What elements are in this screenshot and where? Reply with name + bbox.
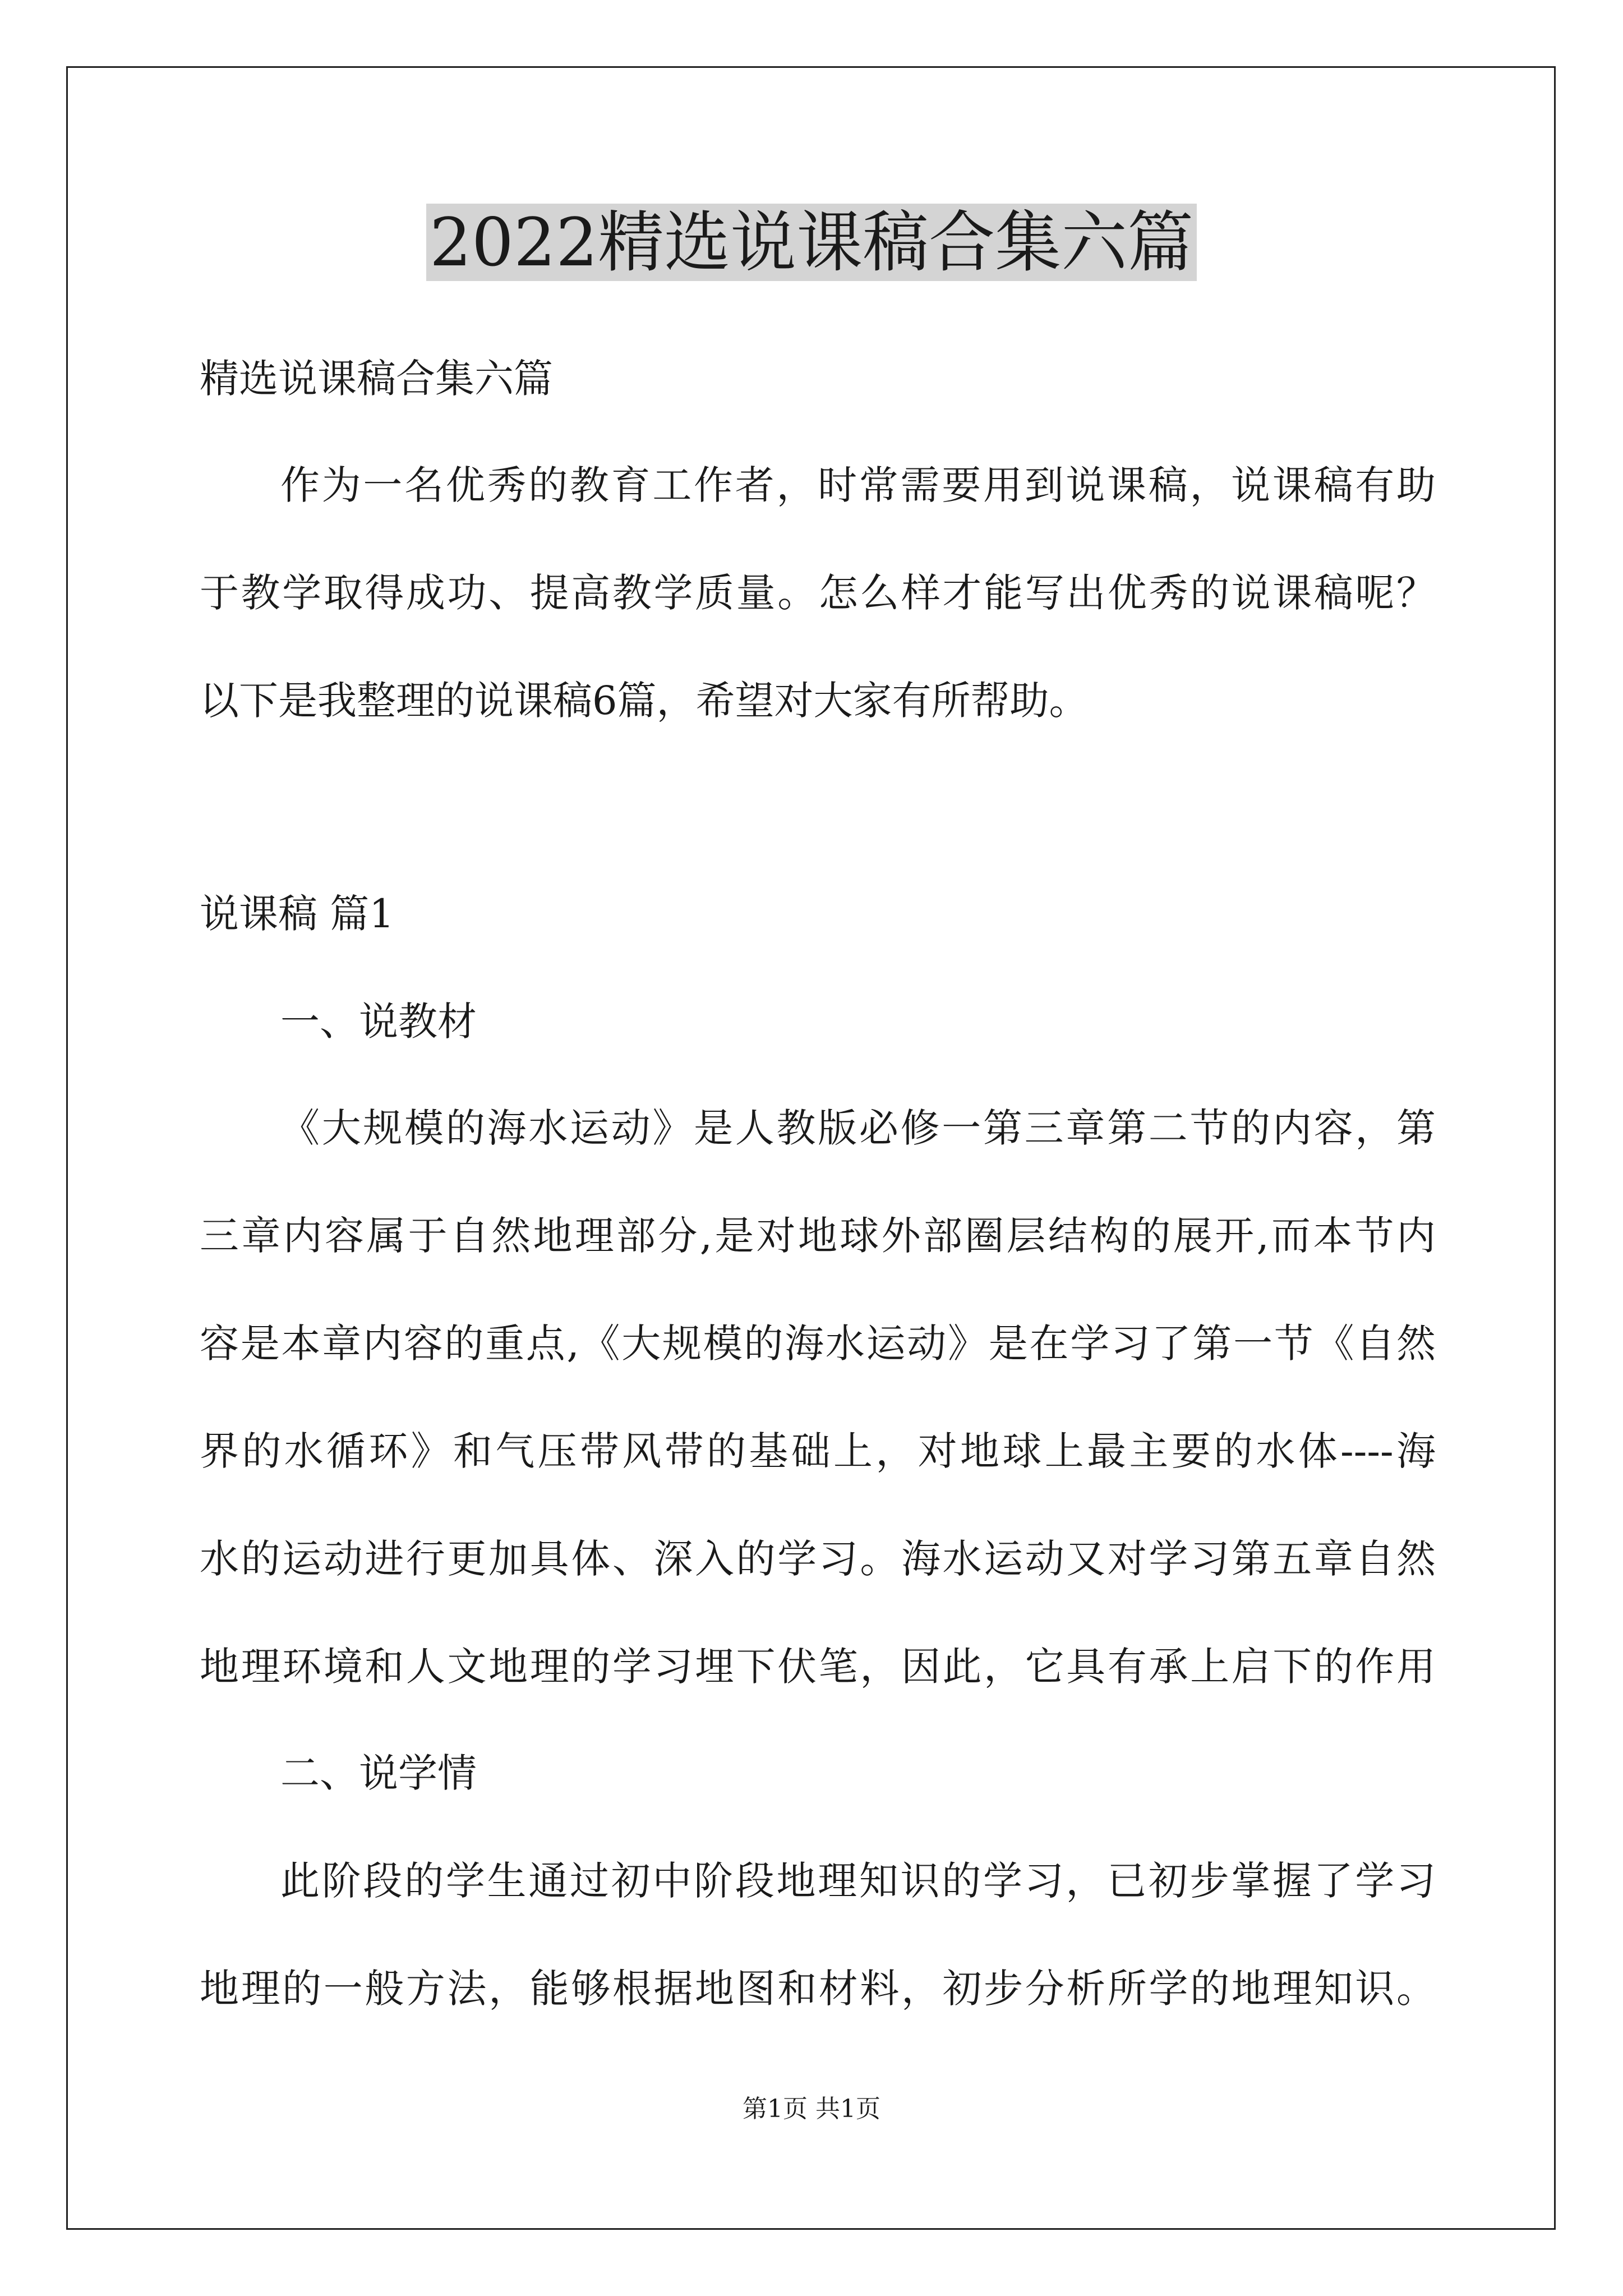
intro-line-3: 以下是我整理的说课稿6篇，希望对大家有所帮助。 (200, 678, 1089, 724)
part1-heading: 一、说教材 (280, 999, 477, 1045)
document-title (0, 203, 1623, 282)
part1-line-5: 水的运动进行更加具体、深入的学习。海水运动又对学习第五章自然 (200, 1536, 1436, 1582)
part2-line-2: 地理的一般方法，能够根据地图和材料，初步分析所学的地理知识。 (200, 1966, 1436, 2012)
section-heading: 说课稿 篇1 (200, 891, 394, 937)
part2-heading: 二、说学情 (280, 1750, 477, 1796)
document-subtitle: 精选说课稿合集六篇 (200, 356, 553, 402)
intro-line-2: 于教学取得成功、提高教学质量。怎么样才能写出优秀的说课稿呢？ (200, 570, 1436, 616)
part2-line-1: 此阶段的学生通过初中阶段地理知识的学习，已初步掌握了学习 (280, 1858, 1436, 1904)
part1-line-1: 《大规模的海水运动》是人教版必修一第三章第二节的内容，第 (280, 1105, 1436, 1151)
part1-line-6: 地理环境和人文地理的学习埋下伏笔，因此，它具有承上启下的作用 (200, 1644, 1436, 1690)
part1-line-4: 界的水循环》和气压带风带的基础上，对地球上最主要的水体----海 (200, 1428, 1436, 1474)
intro-line-1: 作为一名优秀的教育工作者，时常需要用到说课稿，说课稿有助 (280, 462, 1436, 508)
document-title-text: 2022精选说课稿合集六篇 (426, 204, 1197, 281)
part1-line-3: 容是本章内容的重点,《大规模的海水运动》是在学习了第一节《自然 (200, 1320, 1436, 1366)
part1-line-2: 三章内容属于自然地理部分,是对地球外部圈层结构的展开,而本节内 (200, 1213, 1436, 1259)
page-footer: 第1页 共1页 (743, 2095, 880, 2123)
